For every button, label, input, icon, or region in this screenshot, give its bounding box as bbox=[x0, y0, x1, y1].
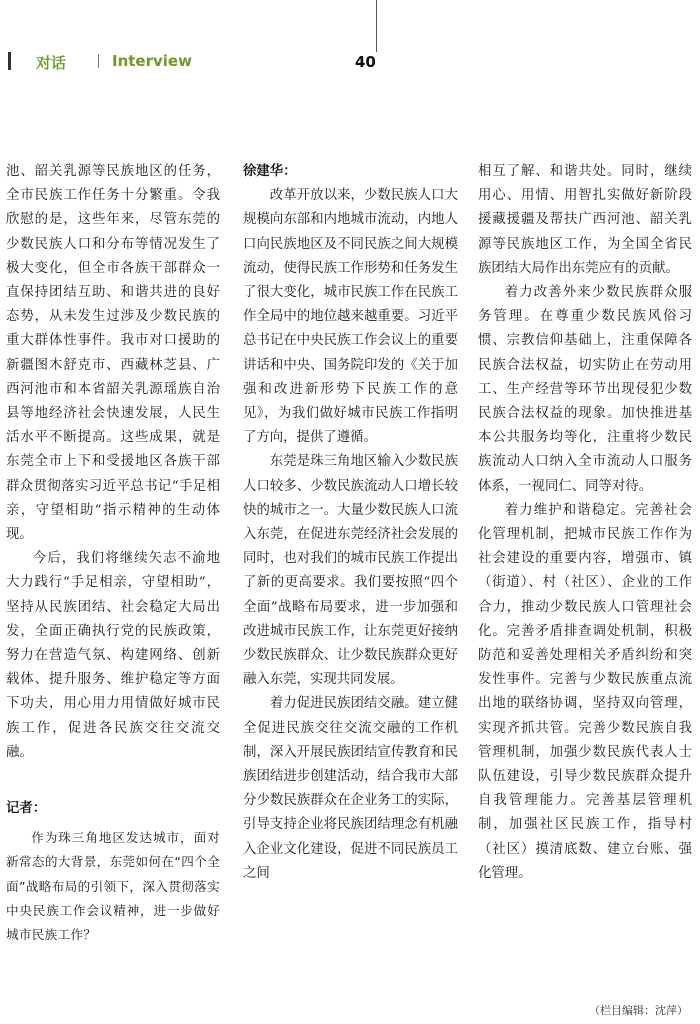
column-1 bbox=[6, 160, 220, 947]
col1-paragraph-2: 今后，我们将继续矢志不渝地大力践行“手足相亲，守望相助”，坚持从民族团结、社会稳定大局出发，全面正确执行党的民族政策，努力在营造气氛、构建网络、创新载体、提升服务、维护稳定等方面下功夫，用心用力用情做好城市民族工作，促进各民族交往交流交融。 bbox=[6, 551, 220, 760]
col3-paragraph-3: 着力维护和谐稳定。完善社会化管理机制，把城市民族工作作为社会建设的重要内容，增强市、镇（街道）、村（社区）、企业的工作合力，推动少数民族人口管理社会化。完善矛盾排查调处机制，积极防范和妥善处理相关矛盾纠纷和突发性事件。完善与少数民族重点流出地的联络协调，坚持双向管理，实现齐抓共管。完善少数民族自我管理机制，加强少数民族代表人士队伍建设，引导少数民族群众提升自我管理能力。完善基层管理机制，加强社区民族工作，指导村（社区）摸清底数、建立台账、强化管理。 bbox=[478, 502, 692, 881]
top-divider-line bbox=[376, 0, 377, 52]
column-2 bbox=[243, 160, 458, 886]
section-title-en: Interview bbox=[112, 52, 192, 70]
col2-paragraph-2: 东莞是珠三角地区输入少数民族人口较多、少数民族流动人口增长较快的城市之一。大量少数民族人口流入东莞，在促进东莞经济社会发展的同时，也对我们的城市民族工作提出了新的更高要求。我们要按照“四个全面”战略布局要求，进一步加强和改进城市民族工作，让东莞更好接纳少数民族群众、让少数民族群众更好融入东莞，实现共同发展。 bbox=[243, 454, 458, 688]
col2-paragraph-1: 改革开放以来，少数民族人口大规模向东部和内地城市流动，内地人口向民族地区及不同民族之间大规模流动，使得民族工作形势和任务发生了很大变化，城市民族工作在民族工作全局中的地位越来越重要。习近平总书记在中央民族工作会议上的重要讲话和中央、国务院印发的《关于加强和改进新形势下民族工作的意见》，为我们做好城市民族工作指明了方向，提供了遵循。 bbox=[243, 188, 458, 446]
col1-paragraph-1: 池、韶关乳源等民族地区的任务，全市民族工作任务十分繁重。令我欣慰的是，这些年来，尽管东莞的少数民族人口和分布等情况发生了极大变化，但全市各族干部群众一直保持团结互助、和谐共进的良好态势，从未发生过涉及少数民族的重大群体性事件。我市对口援助的新疆图木舒克市、西藏林芝县、广西河池市和本省韶关乳源瑶族自治县等地经济社会快速发展，人民生活水平不断提高。这些成果，就是东莞全市上下和受援地区各族干部群众贯彻落实习近平总书记“手足相亲，守望相助”指示精神的生动体现。 bbox=[6, 164, 220, 543]
col3-paragraph-2: 着力改善外来少数民族群众服务管理。在尊重少数民族风俗习惯、宗教信仰基础上，注重保障各民族合法权益，切实防止在劳动用工、生产经营等环节出现侵犯少数民族合法权益的现象。加快推进基本公共服务均等化，注重将少数民族流动人口纳入全市流动人口服务体系，一视同仁、同等对待。 bbox=[478, 285, 692, 494]
page-number: 40 bbox=[355, 53, 376, 71]
section-title-cn: 对话 bbox=[36, 54, 67, 72]
reporter-question: 作为珠三角地区发达城市，面对新常态的大背景，东莞如何在“四个全面”战略布局的引领下，深入贯彻落实中央民族工作会议精神，进一步做好城市民族工作？ bbox=[6, 830, 220, 943]
reporter-speaker-label: 记者： bbox=[6, 801, 47, 817]
column-editor-credit: （栏目编辑：沈萍） bbox=[589, 1004, 688, 1017]
col3-paragraph-1: 相互了解、和谐共处。同时，继续用心、用情、用智扎实做好新阶段援藏援疆及帮扶广西河池、韶关乳源等民族地区工作，为全国全省民族团结大局作出东莞应有的贡献。 bbox=[478, 164, 692, 276]
header-divider bbox=[98, 54, 99, 68]
col2-paragraph-3: 着力促进民族团结交融。建立健全促进民族交往交流交融的工作机制，深入开展民族团结宣传教育和民族团结进步创建活动，结合我市大部分少数民族群众在企业务工的实际，引导支持企业将民族团结理念有机融入企业文化建设，促进不同民族员工之间 bbox=[243, 696, 458, 881]
column-3 bbox=[478, 160, 692, 886]
header-bar-mark bbox=[8, 52, 11, 70]
interviewee-speaker-label: 徐建华： bbox=[243, 164, 297, 179]
